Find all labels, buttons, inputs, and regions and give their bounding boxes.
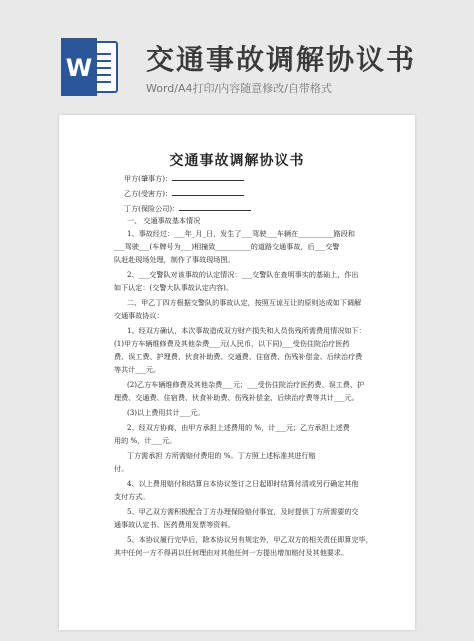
party-a-blank xyxy=(172,173,244,181)
header xyxy=(0,0,474,115)
body-line: 付。 xyxy=(114,464,129,473)
party-a xyxy=(124,173,244,183)
body-line: 丁方需承担 方所需赔付费用的 %。丁方照上述标准其进行赔 xyxy=(127,451,316,460)
body-line: 理费、交通费、住宿费、伙食补助费、伤残补偿金、后续治疗费等共计___元。 xyxy=(114,393,359,402)
body-line: 其中任何一方不得再以任何理由对其他任何一方提出增加赔付及其他要求。 xyxy=(114,548,349,557)
body-line: 4、以上费用赔付和结算自本协议签订之日起即时结算付清或另行确定其他 xyxy=(127,479,359,488)
template-title: 交通事故调解协议书 xyxy=(146,43,417,76)
body-line: 等共计___元。 xyxy=(114,365,161,374)
body-line: 支付方式。 xyxy=(114,492,150,501)
party-a-label: 甲方(肇事方)： xyxy=(124,174,173,183)
body-line: 5、本协议履行完毕后，除本协议另有规定外，甲乙双方的相关责任即算完毕， xyxy=(127,535,373,544)
section-heading-1: 一、 交通事故基本情况 xyxy=(127,216,201,225)
template-subtitle: Word/A4打印/内容随意修改/自带格式 xyxy=(146,82,332,95)
section-heading-2: 二、甲乙丁四方根据交警队的事故认定，按照互谅互让的原则达成如下调解 xyxy=(127,298,362,307)
party-b-blank xyxy=(172,188,244,196)
party-b xyxy=(124,188,244,198)
document-title: 交通事故调解协议书 xyxy=(169,153,305,169)
party-d-blank xyxy=(179,203,251,211)
body-line: 5、甲乙双方需积极配合丁方办理保险赔付事宜，及时提供丁方所需要的交 xyxy=(127,507,359,516)
body-line: 如下认定：(交警大队事故认定内容)。 xyxy=(114,283,234,292)
document-page xyxy=(59,115,415,630)
party-d xyxy=(124,203,251,213)
word-icon-letter: W xyxy=(65,54,93,82)
word-icon xyxy=(61,38,119,96)
body-line: 1、经双方确认，本次事故造成双方财产损失和人员伤残所需费用情况如下： xyxy=(127,326,366,335)
body-line: 用的 %，计___元。 xyxy=(114,436,177,445)
body-line: 通事故认定书、医药费用发票等资料。 xyxy=(114,520,235,529)
party-b-label: 乙方(受害方)： xyxy=(124,189,173,198)
body-line: 1、事故经过：___年_月_日，发生了___驾驶___车辆在__________路段和 xyxy=(127,229,355,238)
body-line: 2、经双方协商，由甲方承担上述费用的 %，计___元；乙方承担上述费 xyxy=(127,423,350,432)
body-line: ___驾驶___(车牌号为___)相撞致__________的道路交通事故，后___交警 xyxy=(114,242,340,251)
body-line: 2、___交警队对该事故的认定情况：___交警队在查明事实的基础上，作出 xyxy=(127,270,359,279)
body-line: 交通事故协议： xyxy=(114,311,164,320)
body-line: (3)以上费用共计___元。 xyxy=(127,408,205,417)
party-d-label: 丁方(保险公司)： xyxy=(124,204,180,213)
body-line: (2)乙方车辆维修费及其他杂费___元；___受伤住院治疗医药费、误工费、护 xyxy=(127,380,365,389)
body-line: 费、误工费、护理费、伙食补助费、交通费、住宿费、伤残补偿金、后续治疗费 xyxy=(114,352,363,361)
body-line: 队赶赴现场处理，制作了事故现场图。 xyxy=(114,255,235,264)
body-line: (1)甲方车辆维修费及其他杂费___元(人民币，以下同)___受伤住院治疗医药 xyxy=(114,339,350,348)
